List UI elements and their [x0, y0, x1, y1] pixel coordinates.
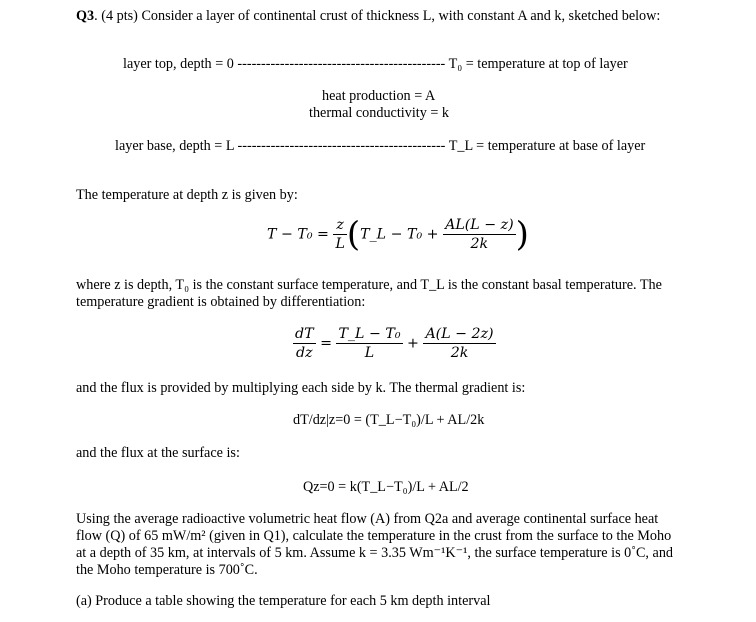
- question-points: (4 pts): [101, 8, 138, 24]
- layer-base-dashes: --------------------------------------------: [237, 138, 446, 154]
- eq1-l: L: [335, 236, 345, 252]
- layer-top-dashes: --------------------------------------------: [237, 56, 446, 72]
- eq2-f2-denominator: 2k: [450, 345, 469, 361]
- eq1-z-over-l: [333, 217, 346, 252]
- eq2-equals: =: [320, 335, 332, 352]
- layer-top-label: layer top, depth = 0: [123, 56, 234, 72]
- eq2-fraction-2: [423, 326, 495, 361]
- eq2-f1-numerator: T_L − T₀: [338, 326, 401, 342]
- eq1-close-paren: ): [515, 214, 529, 255]
- question-number: Q3: [76, 8, 95, 24]
- layer-base-temperature: T_L = temperature at base of layer: [448, 138, 646, 154]
- heat-production-label: heat production = A: [322, 88, 436, 104]
- question-header: Q3. (4 pts) Consider a layer of continental crust of thickness L, with constant A and k, sketched below:: [76, 8, 661, 24]
- layer-top-row: [123, 56, 628, 73]
- layer-base-label: layer base, depth = L: [115, 138, 234, 154]
- flux-surface-label: and the flux at the surface is:: [76, 445, 240, 461]
- eq2-dtdz: [293, 326, 316, 361]
- surface-flux-line: Qz=0 = k(T_L−T₀)/L + AL/2: [303, 479, 469, 495]
- eq1-numerator: AL(L − z): [445, 217, 514, 233]
- gradient-equation: [293, 326, 496, 361]
- question-intro: Consider a layer of continental crust of thickness L, with constant A and k, sketched below:: [141, 8, 661, 24]
- temperature-intro: The temperature at depth z is given by:: [76, 187, 298, 203]
- task-paragraph: Using the average radioactive volumetric heat flow (A) from Q2a and average continental surface heat flow (Q) of 65 mW/m² (given in Q1), calculate the temperature in the crust from the surface to the Moho at a depth of 35 km, at intervals of 5 km. Assume k = 3.35 Wm⁻¹K⁻¹, the surface temperature is 0˚C, and the Moho temperature is 700˚C.: [76, 511, 674, 578]
- part-a: (a) Produce a table showing the temperature for each 5 km depth interval: [76, 593, 491, 609]
- eq2-dz: dz: [295, 345, 313, 361]
- eq1-fraction: [443, 217, 516, 252]
- temperature-equation: [267, 214, 529, 255]
- where-paragraph: where z is depth, T₀ is the constant surface temperature, and T_L is the constant basal temperature. The temperature gradient is obtained by differentiation:: [76, 277, 662, 310]
- gradient-line: dT/dz|z=0 = (T_L−T₀)/L + AL/2k: [293, 412, 485, 428]
- layer-top-temperature: T₀ = temperature at top of layer: [448, 56, 628, 72]
- eq2-f2-numerator: A(L − 2z): [425, 326, 494, 342]
- eq2-dt: dT: [295, 326, 314, 342]
- eq1-lhs: T − T₀ =: [267, 226, 329, 243]
- eq2-plus: +: [407, 335, 419, 352]
- flux-paragraph: and the flux is provided by multiplying each side by k. The thermal gradient is:: [76, 380, 526, 396]
- eq1-z: z: [333, 217, 346, 235]
- thermal-conductivity-label: thermal conductivity = k: [309, 105, 449, 121]
- eq1-open-paren: (: [346, 214, 361, 255]
- eq2-f1-denominator: L: [364, 345, 375, 361]
- eq1-denominator: 2k: [470, 236, 489, 252]
- eq2-fraction-1: [336, 326, 402, 361]
- eq1-inner: T_L − T₀ +: [360, 226, 439, 243]
- layer-base-row: [115, 138, 645, 155]
